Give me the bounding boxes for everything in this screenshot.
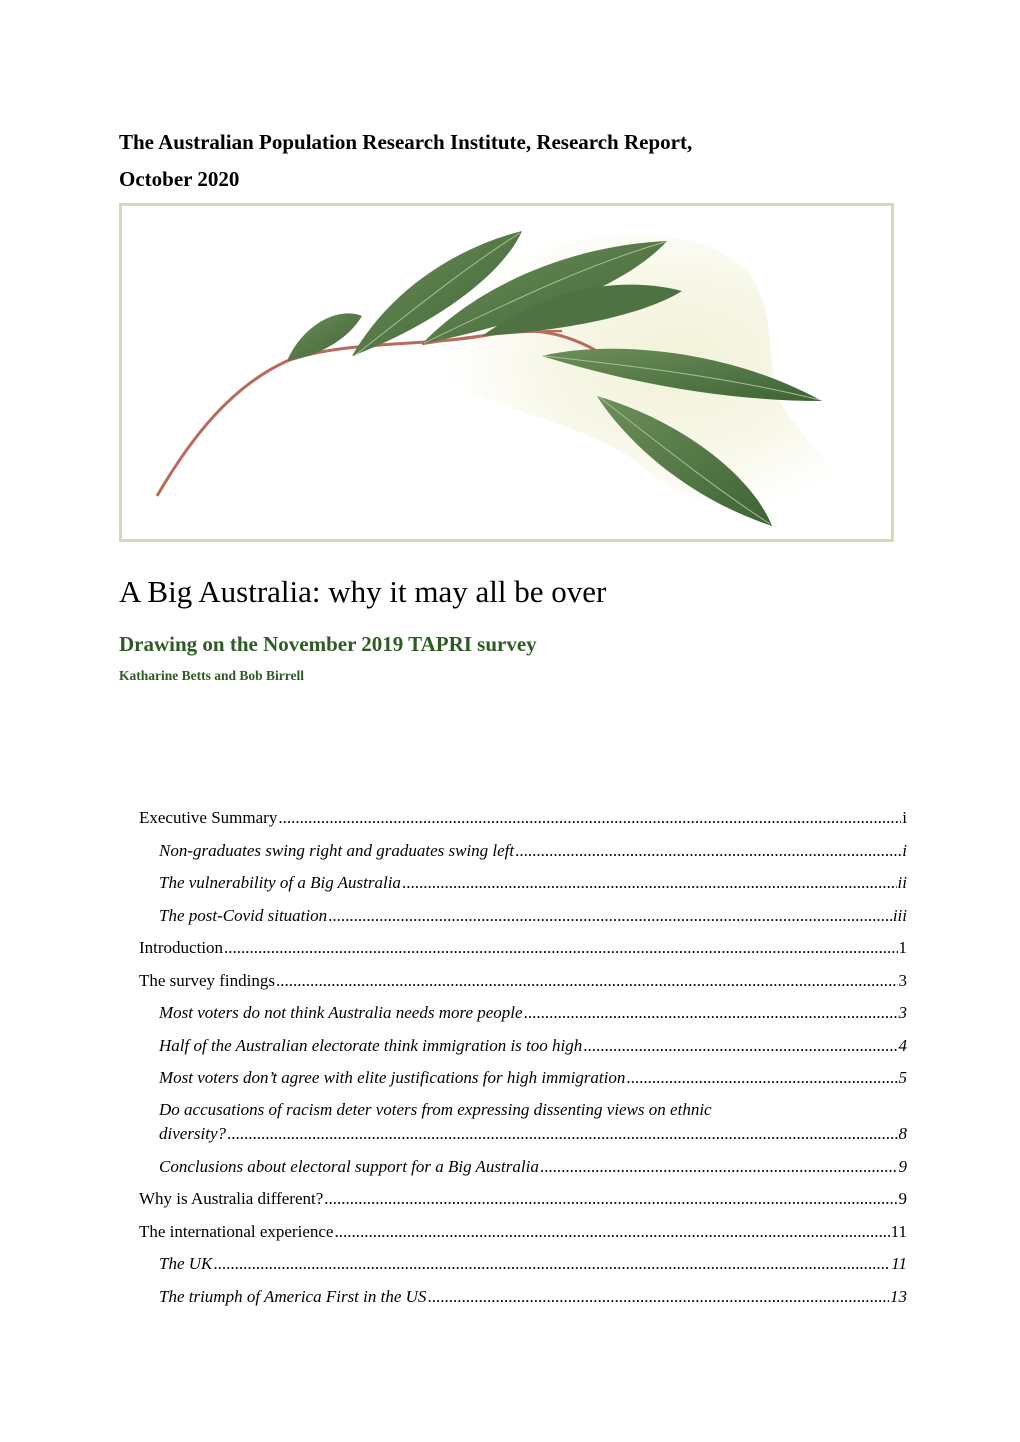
toc-entry-page: 13 — [890, 1286, 907, 1306]
toc-entry-page: 8 — [898, 1123, 907, 1143]
toc-entry-text: Executive Summary — [139, 808, 278, 827]
toc-entry-page: 11 — [890, 1221, 907, 1241]
toc-entry-text: The survey findings — [139, 970, 275, 990]
authors: Katharine Betts and Bob Birrell — [119, 668, 305, 683]
toc-entry-page: 4 — [898, 1035, 907, 1055]
toc-entry-page: iii — [892, 905, 907, 925]
toc-entry[interactable] — [139, 1219, 907, 1252]
table-of-contents — [139, 805, 907, 1316]
toc-entry[interactable] — [139, 903, 907, 936]
report-title — [119, 124, 879, 198]
toc-entry-page: 9 — [898, 1156, 907, 1176]
toc-entry-text: The triumph of America First in the US — [159, 1286, 427, 1306]
toc-entry-text: The UK — [159, 1254, 213, 1273]
report-title-line1: The Australian Population Research Institute, Research Report, — [119, 130, 693, 154]
document-subtitle: Drawing on the November 2019 TAPRI survey — [119, 632, 537, 656]
eucalyptus-branch-icon — [122, 206, 891, 539]
toc-entry-page: i — [902, 808, 907, 827]
toc-entry-page: ii — [897, 873, 907, 892]
toc-entry[interactable] — [139, 1000, 907, 1033]
toc-entry-page: i — [902, 840, 907, 860]
toc-entry[interactable] — [139, 1033, 907, 1066]
toc-entry[interactable] — [139, 1251, 907, 1284]
toc-entry-text: Most voters don’t agree with elite justifications for high immigration — [159, 1068, 626, 1087]
toc-entry[interactable] — [139, 1284, 907, 1317]
toc-entry-page: 9 — [898, 1189, 907, 1208]
toc-entry-page: 1 — [898, 938, 907, 957]
toc-entry[interactable] — [139, 968, 907, 1001]
toc-entry[interactable] — [139, 805, 907, 838]
toc-entry[interactable] — [139, 870, 907, 903]
toc-entry-text: The post-Covid situation — [159, 905, 328, 925]
toc-entry-text: Half of the Australian electorate think immigration is too high — [159, 1035, 583, 1055]
toc-entry-page: 3 — [898, 1003, 907, 1022]
toc-entry-text: Non-graduates swing right and graduates swing left — [159, 840, 515, 860]
toc-entry-page: 5 — [898, 1068, 907, 1087]
cover-image — [119, 203, 894, 542]
toc-entry[interactable] — [139, 838, 907, 871]
toc-entry-text-line1: Do accusations of racism deter voters from expressing dissenting views on ethnic — [159, 1099, 712, 1119]
toc-entry-text: Introduction — [139, 938, 224, 957]
toc-entry-page: 11 — [891, 1254, 907, 1273]
toc-entry-text: Most voters do not think Australia needs more people — [159, 1003, 523, 1022]
toc-entry-text: The vulnerability of a Big Australia — [159, 873, 401, 892]
toc-entry-text-line2: diversity? — [159, 1123, 227, 1143]
toc-entry[interactable] — [139, 1186, 907, 1219]
document-title: A Big Australia: why it may all be over — [119, 574, 607, 609]
toc-entry-text: The international experience — [139, 1221, 334, 1241]
toc-entry[interactable] — [139, 1098, 907, 1154]
toc-entry-page: 3 — [898, 970, 907, 990]
toc-entry[interactable] — [139, 1065, 907, 1098]
report-title-line2: October 2020 — [119, 167, 240, 191]
toc-entry-text: Conclusions about electoral support for a Big Australia — [159, 1156, 539, 1176]
toc-entry[interactable] — [139, 1154, 907, 1187]
toc-entry[interactable] — [139, 935, 907, 968]
toc-entry-text: Why is Australia different? — [139, 1189, 324, 1208]
